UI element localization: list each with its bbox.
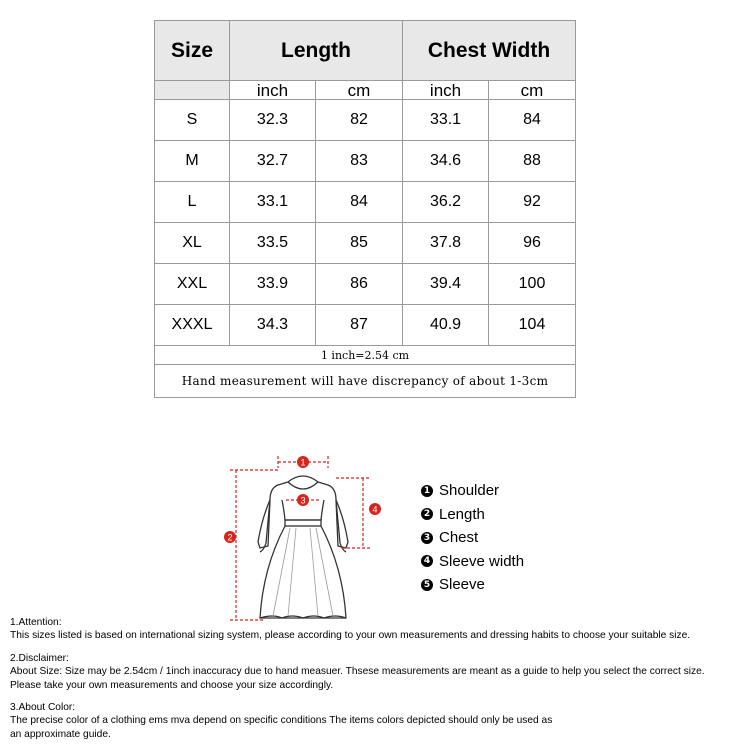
size-cell: L xyxy=(155,182,230,223)
marker-3-label: 3 xyxy=(300,495,306,506)
disclaimer-title: 2.Disclaimer: xyxy=(10,652,69,664)
table-row xyxy=(155,223,576,264)
legend-number: 3 xyxy=(421,532,433,544)
length-inch-cell: 32.3 xyxy=(230,100,316,141)
legend-label: Sleeve xyxy=(439,576,485,594)
unit-label: inch xyxy=(230,81,316,100)
marker-3 xyxy=(297,494,309,506)
marker-2 xyxy=(224,531,236,543)
legend-label: Chest xyxy=(439,529,479,547)
chest-cm-cell: 88 xyxy=(489,141,576,182)
legend-item-sleeve-width xyxy=(421,550,524,574)
chest-cm-cell: 104 xyxy=(489,305,576,346)
length-cm-cell: 84 xyxy=(316,182,403,223)
header-length: Length xyxy=(230,21,403,81)
marker-4 xyxy=(369,503,381,515)
size-cell: XXXL xyxy=(155,305,230,346)
size-chart-table xyxy=(154,20,576,398)
length-inch-cell: 34.3 xyxy=(230,305,316,346)
legend-item-sleeve xyxy=(421,573,524,597)
length-cm-cell: 85 xyxy=(316,223,403,264)
color-text: The precise color of a clothing ems mva depend on specific conditions The items colors depicted should only be used as xyxy=(10,715,553,727)
units-size-cell xyxy=(155,81,230,100)
legend-number: 2 xyxy=(421,508,433,520)
conversion-note: 1 inch=2.54 cm xyxy=(155,346,576,365)
chest-cm-cell: 92 xyxy=(489,182,576,223)
unit-label: cm xyxy=(489,81,576,100)
header-size: Size xyxy=(155,21,230,81)
chest-inch-cell: 40.9 xyxy=(403,305,489,346)
unit-label: inch xyxy=(403,81,489,100)
unit-label: cm xyxy=(316,81,403,100)
notes-section xyxy=(10,616,745,741)
color-text: an approximate guide. xyxy=(10,728,111,740)
legend-number: 1 xyxy=(421,485,433,497)
length-cm-cell: 83 xyxy=(316,141,403,182)
chest-inch-cell: 39.4 xyxy=(403,264,489,305)
marker-1-label: 1 xyxy=(300,457,306,468)
units-row xyxy=(155,81,576,100)
table-row xyxy=(155,264,576,305)
chest-cm-cell: 96 xyxy=(489,223,576,264)
table-row xyxy=(155,100,576,141)
dress-measurement-diagram xyxy=(218,448,388,624)
length-inch-cell: 33.5 xyxy=(230,223,316,264)
length-cm-cell: 86 xyxy=(316,264,403,305)
measurement-guides xyxy=(230,456,370,620)
length-inch-cell: 33.1 xyxy=(230,182,316,223)
legend-number: 4 xyxy=(421,555,433,567)
table-row xyxy=(155,141,576,182)
length-cm-cell: 82 xyxy=(316,100,403,141)
size-cell: S xyxy=(155,100,230,141)
size-cell: M xyxy=(155,141,230,182)
discrepancy-row xyxy=(155,365,576,398)
legend-label: Sleeve width xyxy=(439,552,525,570)
attention-text: This sizes listed is based on international sizing system, please according to your own measurements and dressing habits to choose your suitable size. xyxy=(10,630,691,642)
discrepancy-note: Hand measurement will have discrepancy of about 1-3cm xyxy=(155,365,576,398)
disclaimer-text: About Size: Size may be 2.54cm / 1inch inaccuracy due to hand measuer. Thsese measurements are meant as a guide to help you select the correct size. xyxy=(10,666,705,678)
table-header-row xyxy=(155,21,576,81)
legend-item-shoulder xyxy=(421,479,524,503)
chest-inch-cell: 36.2 xyxy=(403,182,489,223)
size-cell: XL xyxy=(155,223,230,264)
measurement-legend xyxy=(421,479,524,597)
length-cm-cell: 87 xyxy=(316,305,403,346)
legend-label: Length xyxy=(439,505,485,523)
table-row xyxy=(155,182,576,223)
marker-1 xyxy=(297,456,309,468)
legend-item-chest xyxy=(421,526,524,550)
length-inch-cell: 33.9 xyxy=(230,264,316,305)
chest-inch-cell: 37.8 xyxy=(403,223,489,264)
color-title: 3.About Color: xyxy=(10,702,76,714)
table-row xyxy=(155,305,576,346)
length-inch-cell: 32.7 xyxy=(230,141,316,182)
marker-2-label: 2 xyxy=(227,532,233,543)
legend-item-length xyxy=(421,503,524,527)
chest-inch-cell: 34.6 xyxy=(403,141,489,182)
chest-cm-cell: 100 xyxy=(489,264,576,305)
attention-title: 1.Attention: xyxy=(10,617,62,628)
conversion-row xyxy=(155,346,576,365)
header-chest-width: Chest Width xyxy=(403,21,576,81)
legend-number: 5 xyxy=(421,579,433,591)
size-cell: XXL xyxy=(155,264,230,305)
marker-4-label: 4 xyxy=(372,504,378,515)
disclaimer-text: Please take your own measurements and choose your size accordingly. xyxy=(10,679,334,691)
legend-label: Shoulder xyxy=(439,482,500,500)
chest-inch-cell: 33.1 xyxy=(403,100,489,141)
chest-cm-cell: 84 xyxy=(489,100,576,141)
